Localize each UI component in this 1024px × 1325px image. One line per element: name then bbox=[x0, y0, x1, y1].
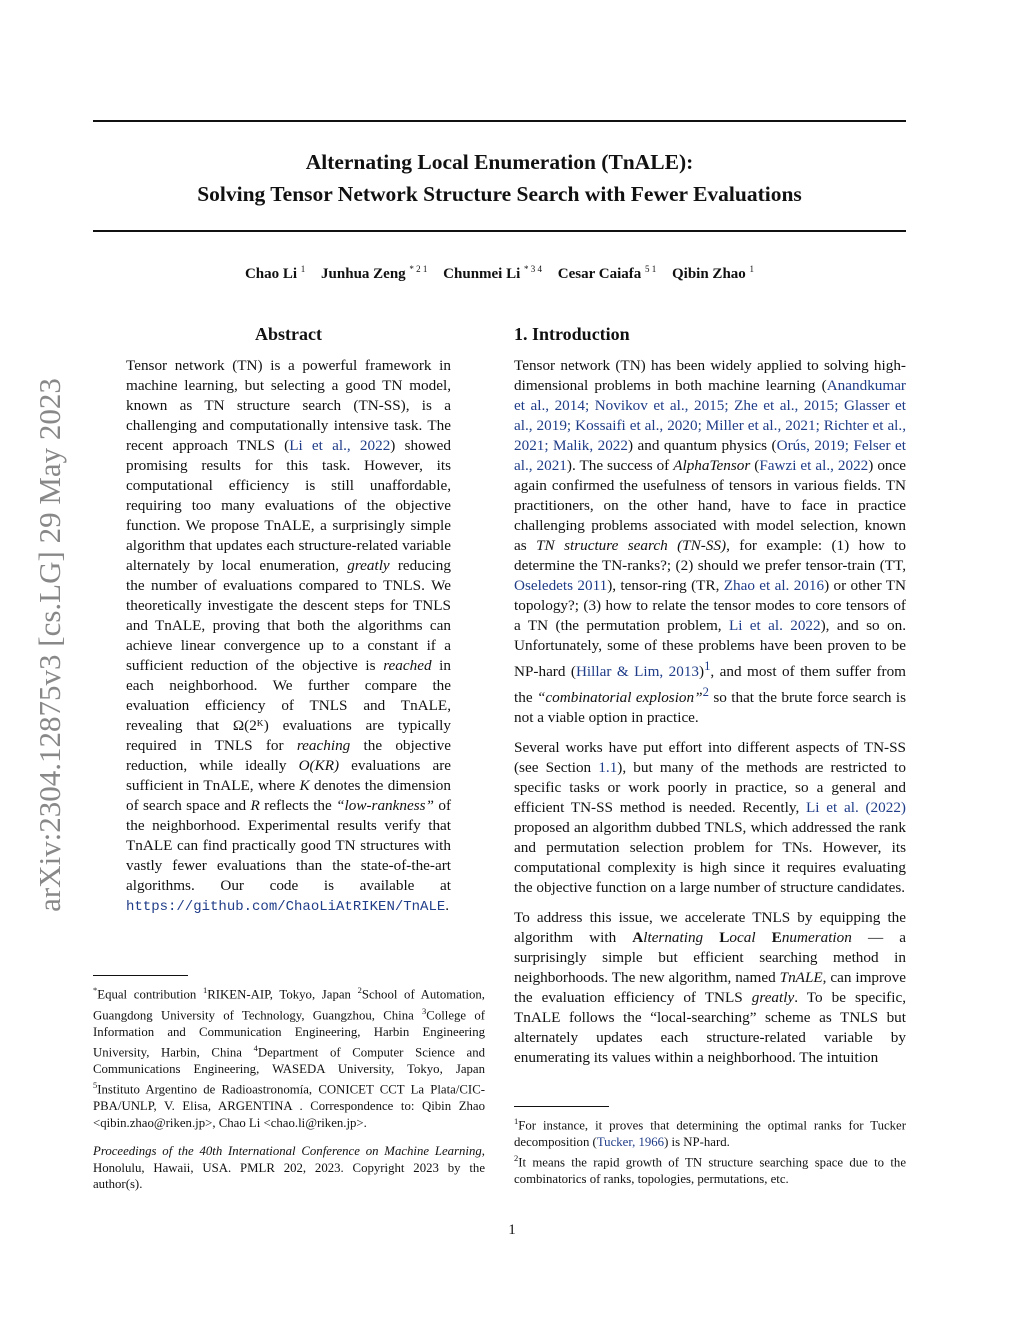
citation-link[interactable]: Zhao et al. 2016 bbox=[723, 577, 825, 594]
arxiv-id: arXiv:2304.12875v3 [cs.LG] 29 May 2023 bbox=[32, 378, 67, 912]
citation-link[interactable]: Oseledets 2011 bbox=[514, 577, 608, 594]
abstract-column bbox=[126, 320, 451, 917]
top-rule bbox=[93, 120, 906, 122]
footnote-rule bbox=[514, 1106, 609, 1107]
citation-link[interactable]: Fawzi et al., 2022 bbox=[759, 457, 869, 474]
math: K bbox=[299, 777, 310, 794]
footnote-2: $^2$It means the rapid growth of TN structure searching space due to the combinatorics of ranks, topologies, permutations, etc. bbox=[514, 1153, 906, 1187]
author: Chunmei Li $^{* 3 4}$ bbox=[443, 264, 543, 282]
footnote-link[interactable]: 1 bbox=[704, 659, 711, 673]
introduction-heading: 1. Introduction bbox=[514, 324, 630, 344]
math: O(KR) bbox=[298, 757, 340, 774]
citation-link[interactable]: Li et al. (2022) bbox=[806, 799, 906, 817]
intro-paragraph-1: Tensor network (TN) has been widely applied to solving high-dimensional problems in both machine learning (Anandkumar et al., 2014; Novikov et al., 2015; Zhe et al., 2015; Glasser et al., 2019; Kossaifi et al., 2020; Miller et al., 2021; Richter et al., 2021; Malik, 2022) and quantum physics (Orús, 2019; Felser et al., 2021). The success of AlphaTensor (Fawzi et al., 2022) once again confirmed the usefulness of tensors in various fields. TN practitioners, on the other hand, have to face in practice challenging problems associated with model selection, known as TN structure search (TN-SS), for example: (1) how to determine the TN-ranks?; (2) should we prefer tensor-train (TT, Oseledets 2011), tensor-ring (TR, Zhao et al. 2016) or other TN topology?; (3) how to relate the tensor modes to core tensors of a TN (the permutation problem, Li et al. 2022), and so on. Unfortunately, some of these problems have been proven to be NP-hard (Hillar & Lim, 2013)$^1$, and most of them suffer from the “combinatorial explosion”$^2$ so that the brute force search is not a viable option in practice. bbox=[514, 357, 907, 727]
arxiv-stamp bbox=[20, 345, 80, 945]
proceedings-note: Proceedings of the 40th International Conference on Machine Learning, Honolulu, Hawaii, USA. PMLR 202, 2023. Copyright 2023 by the author(s). bbox=[93, 1144, 485, 1192]
author: Qibin Zhao $^1$ bbox=[672, 264, 755, 282]
affiliation-footnotes bbox=[93, 975, 485, 1193]
citation-link[interactable]: Orús, 2019; Felser et al., 2021 bbox=[514, 437, 907, 474]
intro-paragraph-3: To address this issue, we accelerate TNLS by equipping the algorithm with Alternating Local Enumeration — a surprisingly simple but efficient searching method in neighborhoods. The new algorithm, named TnALE, can improve the evaluation efficiency of TNLS greatly. To be specific, TnALE follows the “local-searching” scheme as TNLS but alternately updates each structure-related variable by enumerating its values within a neighborhood. The intuition bbox=[514, 909, 906, 1067]
citation-link[interactable]: Tucker, 1966 bbox=[596, 1134, 665, 1149]
citation-link[interactable]: Anandkumar et al., 2014; Novikov et al., 2015; Zhe et al., 2015; Glasser et al., 2019; Kossaifi et al., 2020; Miller et al., 2021; Richter et al., 2021; Malik, 2022 bbox=[514, 377, 906, 454]
citation-link[interactable]: Hillar & Lim, 2013 bbox=[575, 663, 700, 681]
page-number: 1 bbox=[508, 1222, 516, 1238]
math: Ω(2ᴷ) bbox=[232, 717, 269, 734]
author: Junhua Zeng $^{* 2 1}$ bbox=[321, 264, 428, 282]
title-line-2: Solving Tensor Network Structure Search with Fewer Evaluations bbox=[197, 182, 802, 206]
citation-link[interactable]: Li et al., 2022 bbox=[289, 437, 391, 454]
code-link[interactable]: https://github.com/ChaoLiAtRIKEN/TnALE bbox=[126, 899, 446, 915]
citation-link[interactable]: Li et al. 2022 bbox=[728, 617, 821, 634]
author: Chao Li $^1$ bbox=[244, 264, 306, 282]
footnote-1: $^1$For instance, it proves that determining the optimal ranks for Tucker decomposition (Tucker, 1966) is NP-hard. bbox=[514, 1116, 906, 1149]
math: R bbox=[250, 797, 260, 814]
paper-title bbox=[93, 146, 906, 210]
abstract-text: Tensor network (TN) is a powerful framework in machine learning, but selecting a good TN model, known as TN structure search (TN-SS), is a challenging and computationally intensive task. The recent approach TNLS (Li et al., 2022) showed promising results for this task. However, its computational efficiency is still unaffordable, requiring too many evaluations of the objective function. We propose TnALE, a surprisingly simple algorithm that updates each structure-related variable alternately by local enumeration, greatly reducing the number of evaluations compared to TNLS. We theoretically investigate the descent steps for TNLS and TnALE, proving that both the algorithms can achieve linear convergence up to a constant if a sufficient reduction of the objective is reached in each neighborhood. We further compare the evaluation efficiency of TNLS and TnALE, revealing that Ω(2ᴷ) evaluations are typically required in TNLS for reaching the objective reduction, while ideally O(KR) evaluations are sufficient in TnALE, where K denotes the dimension of search space and R reflects the “low-rankness” of the neighborhood. Experimental results verify that TnALE can find practically good TN structures with vastly fewer evaluations than the state-of-the-art algorithms. Our code is available at https://github.com/ChaoLiAtRIKEN/TnALE. bbox=[126, 357, 452, 915]
intro-paragraph-2: Several works have put effort into different aspects of TN-SS (see Section 1.1), but many of the methods are restricted to specific tasks or work poorly in practice, so a general and efficient TN-SS method is needed. Recently, Li et al. (2022) proposed an algorithm dubbed TNLS, which addressed the rank and permutation selection problem for TNs. However, its computational complexity is high since it requires evaluating the objective function on a large number of structure candidates. bbox=[514, 739, 906, 897]
author: Cesar Caiafa $^{5 1}$ bbox=[557, 264, 657, 282]
bottom-rule bbox=[93, 230, 906, 232]
introduction-column bbox=[514, 320, 906, 1078]
title-line-1: Alternating Local Enumeration (TnALE): bbox=[305, 150, 694, 174]
abstract-heading: Abstract bbox=[255, 324, 322, 344]
footnote-rule bbox=[93, 975, 188, 976]
footnote-link[interactable]: 2 bbox=[702, 685, 709, 700]
section-link[interactable]: 1.1 bbox=[598, 759, 618, 777]
affiliations: *Equal contribution $^1$RIKEN-AIP, Tokyo, Japan $^2$School of Automation, Guangdong University of Technology, Guangzhou, China $^3$College of Information and Communication Engineering, Harbin Engineering University, Harbin, China $^4$Department of Computer Science and Communications Engineering, WASEDA University, Tokyo, Japan $^5$Instituto Argentino de Radioastronomía, CONICET CCT La Plata/CIC-PBA/UNLP, V. Elisa, ARGENTINA . Correspondence to: Qibin Zhao <qibin.zhao@riken.jp>, Chao Li <chao.li@riken.jp>. bbox=[93, 985, 485, 1130]
intro-footnotes bbox=[514, 1106, 906, 1188]
author-list bbox=[93, 264, 906, 283]
